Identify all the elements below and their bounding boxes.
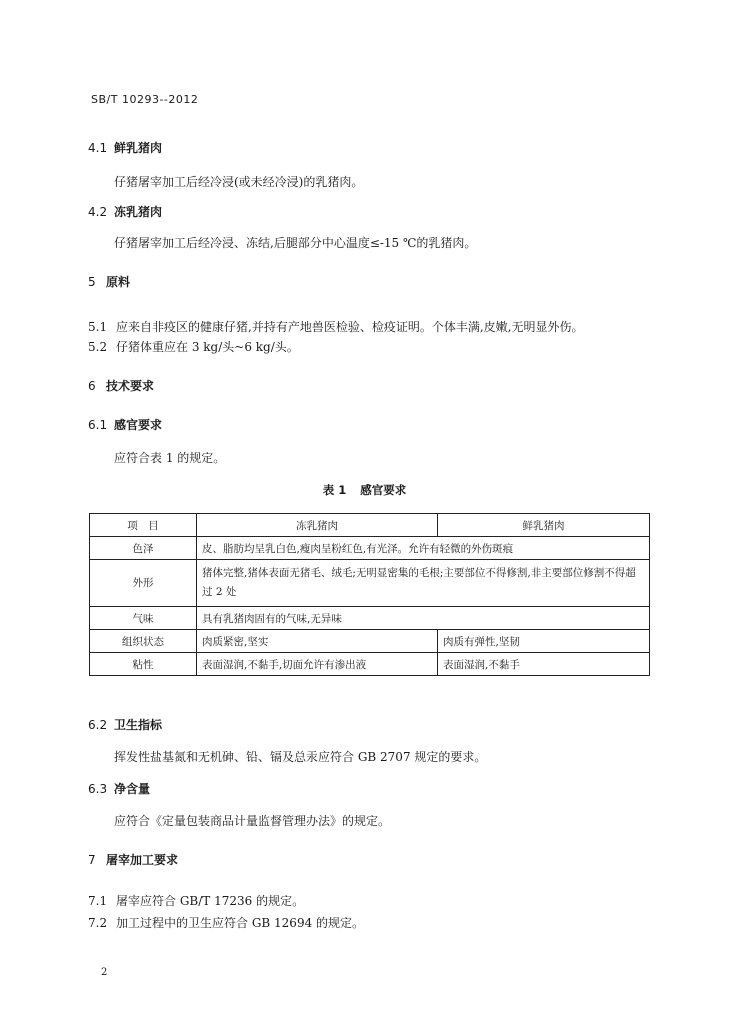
text-6-3: 应符合《定量包装商品计量监督管理办法》的规定。	[114, 814, 391, 828]
document-code: SB/T 10293--2012	[91, 93, 199, 106]
table-cell-item: 气味	[90, 607, 197, 630]
table-row	[90, 537, 650, 560]
heading-5: 5 原料	[88, 275, 131, 289]
table-row	[90, 607, 650, 630]
table-cell-text: 猪体完整,猪体表面无猪毛、绒毛;无明显密集的毛根;主要部位不得修割,非主要部位修割不得超过 2 处	[197, 560, 650, 607]
heading-4-2: 4.2 冻乳猪肉	[88, 205, 163, 219]
table-cell-item: 外形	[90, 560, 197, 607]
table-cell-item: 色泽	[90, 537, 197, 560]
text-7-2: 7.2 加工过程中的卫生应符合 GB 12694 的规定。	[88, 916, 365, 930]
table-cell-frozen: 肉质紧密,坚实	[197, 630, 438, 653]
text-4-1: 仔猪屠宰加工后经冷浸(或未经冷浸)的乳猪肉。	[114, 175, 364, 189]
table-row	[90, 630, 650, 653]
heading-6-1: 6.1 感官要求	[88, 418, 163, 432]
heading-6-2: 6.2 卫生指标	[88, 718, 163, 732]
text-7-1: 7.1 屠宰应符合 GB/T 17236 的规定。	[88, 894, 305, 908]
table-cell-item: 粘性	[90, 653, 197, 676]
heading-6: 6 技术要求	[88, 379, 155, 393]
table-cell-item: 组织状态	[90, 630, 197, 653]
table-header-frozen: 冻乳猪肉	[197, 514, 438, 537]
table-cell-fresh: 表面湿润,不黏手	[438, 653, 650, 676]
table-cell-frozen: 表面湿润,不黏手,切面允许有渗出液	[197, 653, 438, 676]
text-5-1: 5.1 应来自非疫区的健康仔猪,并持有产地兽医检验、检疫证明。个体丰满,皮嫩,无明显外伤。	[88, 320, 584, 334]
heading-6-3: 6.3 净含量	[88, 782, 151, 796]
table-cell-text: 具有乳猪肉固有的气味,无异味	[197, 607, 650, 630]
table-caption: 表 1 感官要求	[322, 483, 407, 497]
table-row	[90, 560, 650, 607]
text-4-2: 仔猪屠宰加工后经冷浸、冻结,后腿部分中心温度≤-15 ℃的乳猪肉。	[114, 236, 477, 250]
heading-4-1: 4.1 鲜乳猪肉	[88, 141, 163, 155]
heading-7: 7 屠宰加工要求	[88, 853, 179, 867]
page-number: 2	[101, 967, 108, 978]
text-5-2: 5.2 仔猪体重应在 3 kg/头~6 kg/头。	[88, 340, 299, 354]
table-header-item: 项 目	[90, 514, 197, 537]
table-header-fresh: 鲜乳猪肉	[438, 514, 650, 537]
text-6-2: 挥发性盐基氮和无机砷、铅、镉及总汞应符合 GB 2707 规定的要求。	[114, 750, 487, 764]
table-cell-text: 皮、脂肪均呈乳白色,瘦肉呈粉红色,有光泽。允许有轻微的外伤斑痕	[197, 537, 650, 560]
table-cell-fresh: 肉质有弹性,坚韧	[438, 630, 650, 653]
sensory-requirements-table	[89, 513, 650, 676]
table-header-row	[90, 514, 650, 537]
table-row	[90, 653, 650, 676]
text-6-1: 应符合表 1 的规定。	[114, 451, 226, 465]
